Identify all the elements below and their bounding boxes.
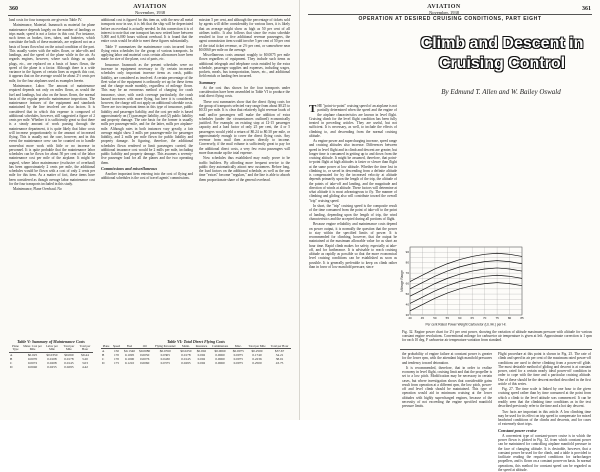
table-6-cell: $37.67 <box>274 349 285 354</box>
table-6-header-cell: Insurance <box>193 345 209 349</box>
chart-y-tick-label: 70 <box>405 271 409 276</box>
chart-x-tick-label: 50 <box>433 316 437 320</box>
table-5-cell: 0.0040 <box>27 364 38 369</box>
table-6-cell: A <box>102 349 105 354</box>
right-col3-para: Fig. 27. The time scale is linked by one hour to the given cruising speed rather than by time consumed at the point from which a climb to the level attitude was commenced. It can be readily seen that the climbing time conditions as in the text described previously refer to the time and a hot day descent. <box>498 387 591 409</box>
table-5-cell: $9.44 <box>81 352 89 357</box>
left-col2-para: Insurance. Inasmuch as the present schedules were no increase in equipment necessary to fly certain increased schedules only important increase items as crash, public liability, are considered as involved. A certain percentage of the fleet value of the equipment is ordinarily set up for these items and the charge made monthly, regardless of mileage flown. This may be an erroneous method of charging for crash insurance, since, with crash coverage particularly, the crash hazard increases with more flying, but here it is considered, however, the charge will not apply on additional schedule costs. There are two important items in this type of insurance, public liability and passenger liability, and the cost per mile is based approximately on (1) passenger liability, and (2) public liability and property damage. The rate basis for the former is usually mills per passenger-mile, and for the latter, mills per airplane-mile. Although rates in both instances vary greatly, a fair average might show 3 mills per passenger-mile for passenger liability, and 2 mills per mile flown for public liability and property damage. In figuring, therefore, the additional schedules flown rendered or limit passengers carried, the additional insurance cost would be 2 mills per mile, including public liability and property damage. This assumes a seventy-five passenger load for all the planes and the two operating them. <box>101 62 193 165</box>
table-6-row <box>101 361 291 365</box>
table-6-header-cell: Maint. <box>178 345 193 349</box>
table-5-cell: 4.42 <box>82 364 88 369</box>
table-6-cell: $0.0250 <box>180 349 192 354</box>
right-col3-para: Two facts are important in this article. A low climbing time may be used for its effect on trip speed to compensate for mixed headwind conditions of the climbs and descents, and for cases of extremely short trips. <box>498 409 591 427</box>
article-title: Climb and Descent in Cruising Control <box>420 35 584 72</box>
table-5-cell: 3.03 <box>82 360 88 365</box>
table-6-cell: 0.2500 <box>252 361 262 366</box>
table-5-header-cell: Labor per Mile <box>43 345 61 352</box>
table-6-header-cell: Oil <box>137 345 152 349</box>
right-column-2 <box>402 352 492 414</box>
left-column-2 <box>101 18 193 334</box>
table-5-cell: 0.0178 <box>64 356 74 361</box>
right-column-1 <box>309 104 397 412</box>
table-6-cell: 0.1740 <box>252 353 262 358</box>
table-6-header-cell: Commissions <box>209 345 230 349</box>
table-6-cell: 0.002 <box>197 357 206 362</box>
table-6-cell: 0.0075 <box>233 357 243 362</box>
table-6-cell: 0.0295 <box>181 361 191 366</box>
left-header-rule <box>8 15 291 16</box>
table-6-header-cell: Speed <box>112 344 121 348</box>
right-col2-para: It is recommended, therefore, that in order to realize economy in level flight, cruising limit and that the propeller is set to a low pitch. Modification may be necessary in certain cases, but where investigation shows that considerable gains result from operation at a different rpm, the low pitch, power-off and level climb should be maintained. This type of operation would aid in minimum cruising at the lower altitudes with highly supercharged engines, because of the necessity of not exceeding the engine specified manifold pressure limits. <box>402 365 492 409</box>
right-col1-para: As engine power and supercharging increase, speed range and cruising altitudes also increase. Differences between speed in level flight and in climb and descent are greater, but longer time is consumed in getting up to and down from the cruising altitude. It might be assumed, therefore, that point-to-point flight at high altitudes is faster or slower than flight at the same power at low altitude. Whether the time lost in climbing to, or saved in descending from a definite altitude is compensated for by the increased velocity at altitude depends primarily upon the length of the trip, the altitude of the points of take-off and landing, and the magnitude and direction of winds at altitude. These factors will determine at what altitude it is most advantageous to fly. The manner of climbing and gliding also will contribute toward the overall "trip" cruising speed. <box>309 139 397 203</box>
table-6-header-cell: Fuel <box>122 345 137 349</box>
table-6-cell: 0.0178 <box>181 353 191 358</box>
table-6-header-cell: Plane <box>102 344 110 348</box>
right-col2-para: the probability of engine failure at constant power is greater for the lower rpm, with the attendant high manifold pressures and tendency toward detonation. <box>402 352 492 365</box>
table-6-header-cell: Flying Personnel <box>152 345 178 349</box>
left-col2-para: additional cost is figured for this item as, with the new all metal transports now in use, it is felt that the ship will be depreciated before an overhaul is actually needed. In this connection it is of interest to note that one transport has now retired have between 5,000 and 6,000 hours without overhaul. It is found that the entire costs would be able to meet these figures substantially. <box>101 18 193 44</box>
table-6-cell: $0.1340 <box>124 349 136 354</box>
left-col3-para: These cost summaries show that the direct flying costs for the group of transports selected vary range from about $0.25 to $0.33 per mile. It is clear that relatively light revenue loads of mail and/or passengers will make the addition of extra schedules (under the circumstances outlined) economically justified. For example, an existing stop at 12-15 passenger capacity and a load factor of only 25 per cent, the 4 or 5 passengers would yield a return of $0.24 to $0.30 per mile, or approximately enough to cover the direct flying costs. Any revenue from mail then accrues directly to income. Conversely, if the mail volume is sufficiently great to pay for the additional direct costs, a very few extra passengers will more than make up the total expense. <box>199 99 290 155</box>
table-5-cell: 0.0255 <box>47 364 57 369</box>
chart-y-tick-label: 40 <box>405 302 409 307</box>
right-issue-date: November, 1938 <box>428 10 460 15</box>
table-6-cell: 0.0075 <box>233 353 243 358</box>
left-page <box>0 0 299 420</box>
drop-cap: T <box>309 102 317 115</box>
table-5-body <box>9 352 93 369</box>
right-col1-para: Because engine reliability and maintenance costs depend on power output, it is normally the question that the power to stay within the specified limits of power. It is recommended for climbing, however, that the output be maintained at the maximum allowable value for as short an hour time. Rapid climb makes for safety, especially at take-off, and for furtherance. It is advisable to reach cruising altitude as rapidly as possible so that the more economical level cruising conditions can be established as soon as possible. It is generally preferable to keep on climb rather than in favor of low manifold pressure, since <box>309 222 397 269</box>
table-5-cell: $0.060 <box>64 352 74 357</box>
left-col2-para: Another important item entering into the cost of flying and additional schedules is the cost of travel agents' commissions. <box>101 172 193 181</box>
table-6-cell: $0.0350 <box>159 349 171 354</box>
table-6-cell: 0.1095 <box>124 353 135 358</box>
table-5-cell: A <box>10 352 13 357</box>
caption-rule <box>400 349 592 350</box>
left-col3-para: Now schedules thus established may easily prove to be traffic builders. By affording more frequent service to the public they automatically attract new customers. Before long, the load factors on the additional schedule, as well as the one time "extras" become "regulars," and the line is able to absorb them proportionate share of the general overhead. <box>199 156 290 182</box>
right-page <box>300 0 600 472</box>
left-col2-subhead: Commissions and miscellaneous <box>101 165 158 171</box>
chart-y-tick-label: 30 <box>405 313 409 317</box>
left-col2-para: Table V summarizes the maintenance costs incurred from flying extra schedules for the group of various transports. In applying labor and material costs certain allowances have been made for size of the plane, cost of parts, etc. <box>101 44 193 62</box>
article-kicker: OPERATION AT DESIRED CRUISING CONDITIONS, PART EIGHT <box>358 16 542 22</box>
table-6-cell: 0.0145 <box>181 357 191 362</box>
left-column-1 <box>9 18 95 334</box>
article-byline: By Edmund T. Allen and W. Bailey Oswald <box>441 88 561 96</box>
table-6-cell: 0.0430 <box>160 357 170 362</box>
table-6-header-cell: Total per Mile <box>246 345 268 349</box>
table-6-cell: 0.0075 <box>233 361 243 366</box>
table-5-cell: B <box>10 356 13 361</box>
right-col3-subhead: Constant power cruise <box>498 427 537 433</box>
chart-x-tick-label: 40 <box>408 316 412 320</box>
table-5-header-cell: Mater. Cost per Mile <box>23 344 42 352</box>
left-running-head <box>90 5 210 15</box>
right-header-rule <box>308 14 592 15</box>
table-6-cell: 0.0375 <box>160 361 170 366</box>
left-magazine-name: AVIATION <box>133 4 167 10</box>
right-col1-lead-text: HE "point-to-point" cruising speed of an airplane is not partially determined when the speed and the engine of the airplane characteristics are known in level flight. Cruising climb for the level flight condition has been fully treated in preceding articles. They are useful, but not sufficient. It is necessary, as well, to include the effects of climbing to, and descending from the normal cruising altitude. <box>309 104 397 138</box>
table-5-header-cell: Plane Type <box>9 345 22 352</box>
right-magazine-name: AVIATION <box>427 4 461 10</box>
table-6-cell: D <box>102 361 105 366</box>
table-5-row <box>9 365 93 369</box>
table-5-cell: 0.0070 <box>27 356 38 361</box>
table-6-cell: 0.0076 <box>140 357 150 362</box>
table-6-header-row <box>101 345 291 349</box>
table-6-cell: $0.0080 <box>139 349 151 354</box>
table-6-cell: 0.002 <box>197 353 206 358</box>
table-6 <box>101 340 291 365</box>
fig-32-caption: Fig. 32. Engine power chart for 2½ per cent power, showing the variation of altitude maximum pressure with altitude for various constant engine revolutions. Conventional mileage for carburetor air temperature is given at left. Approximate correction is 1 rpm for each 10 deg. F carburetor air temperature variation from standard. <box>402 330 592 343</box>
left-folio: 360 <box>9 6 18 12</box>
table-6-cell: 38.01 <box>275 357 284 362</box>
chart-x-tick-label: 70 <box>482 316 487 320</box>
chart-x-tick-label: 75 <box>495 316 499 320</box>
chart-y-tick-label: 60 <box>405 281 409 286</box>
table-6-cell: 0.2236 <box>252 357 262 362</box>
chart-y-axis-label: Mileage Range <box>400 270 404 292</box>
table-5-cell: 0.0108 <box>47 356 57 361</box>
left-col3-subhead: Summary <box>199 79 216 85</box>
table-5-title: Table V: Summary of Maintenance Costs <box>17 339 85 344</box>
table-6-cell: 0.1000 <box>124 357 135 362</box>
right-col3-para: A convenient type of constant-power cruise is in which the power flown is plotted in Fig. 32, from which constant power can be maintained for controlling airplane manifold pressure in the face of changing altitude. It is desirable, however, that a constant power be used for the climb, and a table is provided to facilitate reading the required conditions for turbocharger propellers, and is flown on a constant power-on basis. In normal operations, this method for constant speed can be regarded as the speed at altitude. <box>498 433 591 472</box>
table-5-cell: $0.0350 <box>46 352 58 357</box>
table-6-cell: 0.0060 <box>215 353 225 358</box>
table-5-cell: 3.20 <box>82 356 88 361</box>
table-6-cell: 175 <box>113 361 120 366</box>
table-5-header-cell: Total per Hour <box>77 345 93 352</box>
table-6-cell: $0.0060 <box>214 349 226 354</box>
table-5-cell: 0.0145 <box>64 360 74 365</box>
chart-x-tick-label: 55 <box>445 316 450 320</box>
table-6-cell: 0.002 <box>197 361 206 366</box>
table-6-cell: $0.002 <box>196 349 207 354</box>
table-6-body <box>101 349 291 366</box>
table-6-cell: C <box>102 357 105 362</box>
table-6-cell: 0.0050 <box>140 353 150 358</box>
chart-y-tick-label: 90 <box>405 250 409 255</box>
table-6-cell: 0.1210 <box>124 361 135 366</box>
right-col1-para: In short, the "trip" cruising speed is the composite result of the time consumed from the point of take-off to the point of landing, depending upon the length of trip, the wind characteristics and the accepted during all portions of flight. <box>309 204 397 221</box>
table-5-cell: 0.0072 <box>27 360 38 365</box>
table-6-cell: 0.0060 <box>215 357 225 362</box>
right-folio: 361 <box>582 6 591 12</box>
table-5 <box>9 340 93 369</box>
table-5-header-cell: Total per Mile <box>61 345 77 352</box>
left-col1-para: land costs for four transports are given in Table IV. <box>9 18 83 22</box>
table-6-grid <box>101 345 291 365</box>
left-column-3 <box>199 18 290 334</box>
table-6-cell: 34.21 <box>275 353 284 358</box>
table-5-grid <box>9 345 93 369</box>
chart-x-tick-label: 85 <box>520 316 524 320</box>
table-5-header-row <box>9 345 93 352</box>
chart-x-axis-label: Per cent Rated Power Weight Carburetor (Lb./Hr.) per Hr. <box>425 322 507 327</box>
left-issue-date: November, 1938 <box>134 10 166 15</box>
chart-x-tick-label: 65 <box>470 316 474 320</box>
chart-plot-area <box>410 247 522 315</box>
table-5-cell: C <box>10 360 13 365</box>
chart-x-tick-label: 80 <box>507 316 512 320</box>
left-col3-para: Miscellaneous costs amount roughly to $0.0075 per mile flown regardless of equipment. They include such items as additional telegraph and telephone costs entailed by the extra schedule, passenger supplies and expenses, including wages, pockets, meals, bus transportation, buses, etc., and additional field rentals or landing fees incurred. <box>199 53 290 79</box>
left-col1-para: Maintenance, Labor. The amount of maintenance required depends not only on miles flown, as would the fuel and landings, but also on the hours flown, the normal basis of the regular periodic maintenance inspections. The maintenance features of the equipment and standards maintained by the line involved are also factors. It is considered that in which this expense is composed of additional schedules, however, still suggested a figure of 2 cents per mile. Whether it is sufficiently great so that there is a steady amount of work passing through the maintenance department, it is quite likely that labor costs will increase proportionately to the amount of increased flying. This is usually not the case, however, and in this event the maintenance crew can be counted on to handle somewhat more work with little or no increase in personnel. It is quite probable that the maintenance labor schedules can be flown for about 50 per cent of the labor maintenance cost per mile of the airplane. It might be argued, where labor maintenance (exclusive of overhaul) has been approximately 2 cents per mile, the additional schedules would be flown with a cost of only 2 cents per mile for this item. As a matter of fact, these items have been considered as though average labor maintenance cost for the four transports included in this study. <box>9 84 95 186</box>
table-6-cell: 0.0305 <box>160 353 170 358</box>
table-6-cell: 0.0060 <box>215 361 225 366</box>
chart-x-tick-label: 60 <box>458 316 462 320</box>
table-6-header-cell: Total per Hour <box>268 345 291 349</box>
chart-x-tick-label: 45 <box>420 316 425 320</box>
table-5-cell: 0.0208 <box>47 360 57 365</box>
table-6-cell: 170 <box>113 357 120 362</box>
table-5-cell: 0.0295 <box>64 364 74 369</box>
left-col1-para: Maintenance, Plane Overhaul. No <box>13 187 62 192</box>
table-6-cell: 0.0060 <box>140 361 150 366</box>
table-6-cell: $0.2500 <box>251 349 263 354</box>
table-6-cell: 43.75 <box>275 361 284 366</box>
table-6-cell: 150 <box>113 349 120 354</box>
chart-y-tick-label: 80 <box>405 260 409 265</box>
right-col1-para <box>309 104 397 138</box>
right-col3-para: Flight procedure at this point is shown in Fig. 25. The rate of climb and speed in air per cent of the maximum rated power-off conditions are used to derive climbing from a power-off glide. The most desirable method of gliding and descent is at constant power, rated for a certain nearly ideal power-off condition in order to cope with the time and a particular cruising altitude. One of these should be the descent method described in the first article of this series. <box>498 352 591 386</box>
fig-32-chart <box>400 243 526 327</box>
right-column-3 <box>498 352 591 472</box>
table-5-cell: $0.025 <box>27 352 38 357</box>
chart-y-tick-label: 50 <box>405 292 409 297</box>
left-col1-para: Maintenance, Material. Inasmuch as material for plane maintenance depends largely on the number of landings or trips made, speed is not a factor in this cost. For instance, such items as brakes, tires, tubes, and batteries, which constitute the bulk of these materials, are replaced not on a basis of hours flown but on the actual condition of the part. This usually varies with the miles flown, or take-offs and landings, and the speed of the plane while in the air. As regards engines, however, where such things as spark plugs, etc., are replaced on a basis of hours flown, the speed of the plane is a factor. Although there is a wide variance in the figures of certain lines as regards this cost, it appears that on the average would be about 2½ cents per mile, for the four airplanes used as examples herein. <box>9 23 95 83</box>
table-6-cell: B <box>102 353 105 358</box>
table-5-cell: D <box>10 364 13 369</box>
table-6-header-cell: Misc. <box>231 345 246 349</box>
left-col3-para: mission 5 per cent, and although the percentage of tickets sold by agents will differ considerably for various lines, it is likely that an average might show as high as 50 per cent of all airlines traffic. It also follows that since the extra schedule resulted in four or five additional revenue passengers, the agent commission item would involve 5 per cent of 50 per cent of the total ticket revenue, or 2½ per cent, or somewhere near $0.0060 per mile on the average. <box>199 18 290 52</box>
table-6-title: Table VI: Total Direct Flying Costs <box>167 339 225 344</box>
table-6-cell: 170 <box>113 353 120 358</box>
fig-32-svg <box>400 243 526 327</box>
left-col3-para: At the cost thus shown for the four transports under consideration have been assembled in Table VI to produce the total direct flying costs. <box>199 85 290 99</box>
table-6-cell: $0.0075 <box>232 349 244 354</box>
